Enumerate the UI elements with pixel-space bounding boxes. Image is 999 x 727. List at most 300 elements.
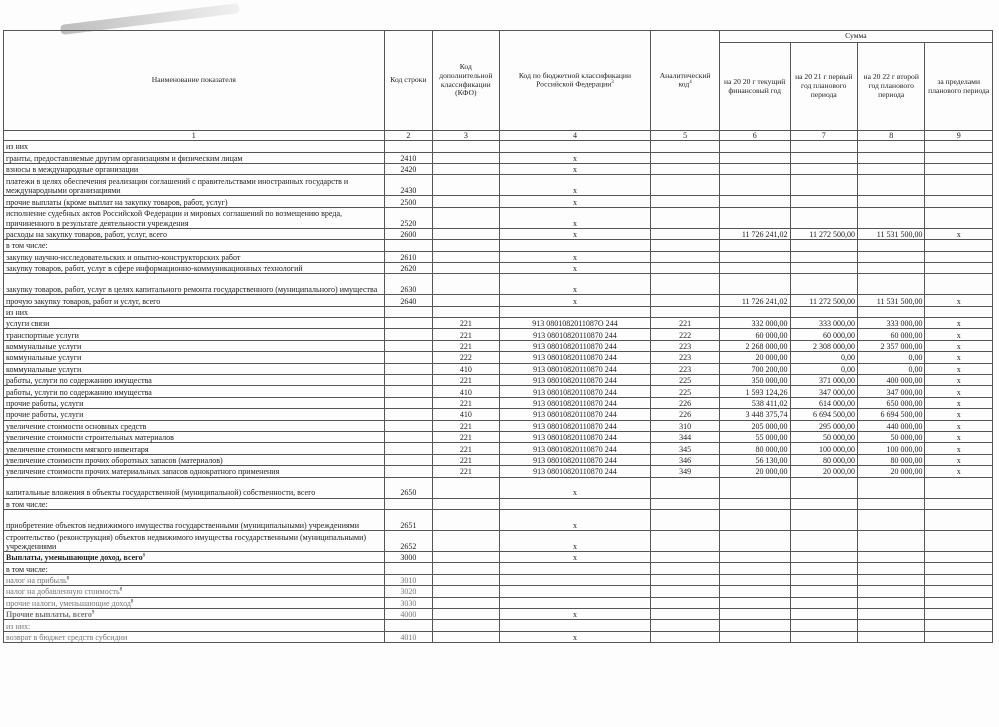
cell-an	[651, 207, 720, 228]
cell-code: 2600	[384, 228, 433, 239]
cell-y3	[857, 608, 924, 619]
cell-kfo	[433, 530, 499, 551]
cell-an	[651, 163, 720, 174]
cell-y4: x	[925, 352, 993, 363]
cell-y4: x	[925, 454, 993, 465]
cell-y3	[857, 597, 924, 608]
cell-bk: 913 08010820110870 244	[499, 454, 651, 465]
cell-y2	[790, 498, 857, 509]
cell-an: 225	[651, 375, 720, 386]
row-name: возврат в бюджет средств субсидии	[4, 631, 385, 642]
cell-an: 226	[651, 397, 720, 408]
cell-bk: x	[499, 295, 651, 306]
cell-y4: x	[925, 329, 993, 340]
cell-y2: 80 000,00	[790, 454, 857, 465]
cell-y4: x	[925, 420, 993, 431]
cell-y1: 350 000,00	[719, 375, 790, 386]
cell-y4	[925, 175, 993, 196]
table-row	[4, 240, 993, 251]
row-name: из них	[4, 141, 385, 152]
row-name: увеличение стоимости мягкого инвентаря	[4, 443, 385, 454]
row-name: строительство (реконструкция) объектов недвижимого имущества государственными (муниципальными) учреждениями	[4, 530, 385, 551]
cell-kfo: 410	[433, 363, 499, 374]
table-row	[4, 432, 993, 443]
cell-y1	[719, 597, 790, 608]
cell-y2	[790, 620, 857, 631]
cell-an: 226	[651, 409, 720, 420]
cell-y3	[857, 498, 924, 509]
cell-y4	[925, 141, 993, 152]
cell-code	[384, 443, 433, 454]
column-number: 2	[384, 131, 433, 141]
cell-y1: 332 000,00	[719, 318, 790, 329]
cell-y1	[719, 574, 790, 585]
cell-y3	[857, 152, 924, 163]
cell-bk	[499, 240, 651, 251]
table-row	[4, 262, 993, 273]
cell-kfo: 410	[433, 409, 499, 420]
cell-y4	[925, 563, 993, 574]
table-row	[4, 141, 993, 152]
cell-y1	[719, 262, 790, 273]
cell-y4: x	[925, 228, 993, 239]
cell-y2	[790, 477, 857, 498]
cell-code	[384, 329, 433, 340]
cell-y1	[719, 207, 790, 228]
row-name: закупку научно-исследовательских и опытно-конструкторских работ	[4, 251, 385, 262]
cell-y4: x	[925, 295, 993, 306]
cell-y3: 11 531 500,00	[857, 228, 924, 239]
cell-y4: x	[925, 363, 993, 374]
cell-y3: 440 000,00	[857, 420, 924, 431]
cell-y2	[790, 141, 857, 152]
cell-y1: 56 130,00	[719, 454, 790, 465]
cell-kfo	[433, 574, 499, 585]
cell-y3	[857, 631, 924, 642]
cell-kfo: 221	[433, 397, 499, 408]
table-row	[4, 409, 993, 420]
cell-y2	[790, 207, 857, 228]
cell-y1: 11 726 241,02	[719, 295, 790, 306]
cell-an: 345	[651, 443, 720, 454]
cell-an	[651, 274, 720, 295]
table-row	[4, 318, 993, 329]
cell-y1: 20 000,00	[719, 352, 790, 363]
cell-y3	[857, 175, 924, 196]
cell-code	[384, 620, 433, 631]
cell-y3	[857, 620, 924, 631]
cell-y4	[925, 498, 993, 509]
table-row	[4, 563, 993, 574]
row-name: в том числе:	[4, 563, 385, 574]
cell-y1: 55 000,00	[719, 432, 790, 443]
cell-y2	[790, 251, 857, 262]
cell-code	[384, 363, 433, 374]
cell-bk	[499, 563, 651, 574]
cell-y2	[790, 509, 857, 530]
cell-kfo: 221	[433, 443, 499, 454]
cell-an: 223	[651, 352, 720, 363]
cell-y2: 60 000,00	[790, 329, 857, 340]
cell-y2	[790, 586, 857, 597]
cell-y3: 60 000,00	[857, 329, 924, 340]
cell-y2: 11 272 500,00	[790, 228, 857, 239]
cell-y1: 1 593 124,26	[719, 386, 790, 397]
cell-y3	[857, 196, 924, 207]
cell-an	[651, 240, 720, 251]
cell-y2	[790, 196, 857, 207]
cell-an: 344	[651, 432, 720, 443]
cell-kfo	[433, 306, 499, 317]
table-row	[4, 477, 993, 498]
table-row	[4, 586, 993, 597]
table-row	[4, 443, 993, 454]
row-name: взносы в международные организации	[4, 163, 385, 174]
cell-y2	[790, 551, 857, 562]
cell-code: 2652	[384, 530, 433, 551]
cell-y4: x	[925, 397, 993, 408]
cell-code: 2420	[384, 163, 433, 174]
cell-kfo	[433, 141, 499, 152]
cell-an	[651, 152, 720, 163]
cell-an	[651, 551, 720, 562]
row-name: закупку товаров, работ, услуг в сфере информационно-коммуникационных технологий	[4, 262, 385, 273]
cell-y4: x	[925, 466, 993, 477]
table-row	[4, 251, 993, 262]
cell-y2	[790, 163, 857, 174]
cell-y1: 3 448 375,74	[719, 409, 790, 420]
cell-bk: 913 08010820110870 244	[499, 340, 651, 351]
cell-an	[651, 175, 720, 196]
cell-an: 346	[651, 454, 720, 465]
cell-an	[651, 597, 720, 608]
cell-an	[651, 251, 720, 262]
table-row	[4, 597, 993, 608]
cell-y3: 0,00	[857, 352, 924, 363]
cell-an	[651, 530, 720, 551]
cell-bk: x	[499, 175, 651, 196]
cell-y2	[790, 530, 857, 551]
cell-y1: 700 200,00	[719, 363, 790, 374]
cell-kfo: 221	[433, 466, 499, 477]
row-name: налог на добавленную стоимость$^8$	[4, 586, 385, 597]
row-name: увеличение стоимости строительных материалов	[4, 432, 385, 443]
row-name: в том числе:	[4, 240, 385, 251]
cell-kfo	[433, 163, 499, 174]
row-name: платежи в целях обеспечения реализации соглашений с правительствами иностранных государств и международными организациями	[4, 175, 385, 196]
row-name: коммунальные услуги	[4, 363, 385, 374]
table-row	[4, 498, 993, 509]
cell-y4	[925, 551, 993, 562]
cell-bk: 913 08010820110870 244	[499, 329, 651, 340]
cell-y4	[925, 509, 993, 530]
cell-code: 2630	[384, 274, 433, 295]
table-row	[4, 551, 993, 562]
row-name: гранты, предоставляемые другим организациям и физическим лицам	[4, 152, 385, 163]
cell-kfo: 410	[433, 386, 499, 397]
cell-y3: 6 694 500,00	[857, 409, 924, 420]
cell-y1	[719, 477, 790, 498]
cell-y1	[719, 608, 790, 619]
row-name: расходы на закупку товаров, работ, услуг, всего	[4, 228, 385, 239]
cell-code: 2520	[384, 207, 433, 228]
cell-y1: 11 726 241,02	[719, 228, 790, 239]
cell-y2: 20 000,00	[790, 466, 857, 477]
cell-y1: 60 000,00	[719, 329, 790, 340]
cell-bk: 913 08010820110870 244	[499, 420, 651, 431]
table-row	[4, 454, 993, 465]
row-name: налог на прибыль$^8$	[4, 574, 385, 585]
header-analytic: Аналитический код$^4$	[651, 31, 720, 131]
cell-kfo	[433, 631, 499, 642]
column-number: 4	[499, 131, 651, 141]
cell-y2: 0,00	[790, 363, 857, 374]
cell-code	[384, 141, 433, 152]
row-name: закупку товаров, работ, услуг в целях капитального ремонта государственного (муниципального) имущества	[4, 274, 385, 295]
cell-y2: 100 000,00	[790, 443, 857, 454]
cell-kfo: 221	[433, 318, 499, 329]
cell-y4	[925, 586, 993, 597]
table-row	[4, 574, 993, 585]
cell-y1	[719, 498, 790, 509]
column-number: 7	[790, 131, 857, 141]
row-name: увеличение стоимости прочих материальных запасов однократного применения	[4, 466, 385, 477]
header-name: Наименование показателя	[4, 31, 385, 131]
cell-code: 3000	[384, 551, 433, 562]
cell-y4	[925, 262, 993, 273]
cell-y1	[719, 274, 790, 295]
cell-y1: 80 000,00	[719, 443, 790, 454]
cell-y3	[857, 163, 924, 174]
cell-y1	[719, 152, 790, 163]
cell-y1: 538 411,02	[719, 397, 790, 408]
cell-an	[651, 631, 720, 642]
cell-y2: 371 000,00	[790, 375, 857, 386]
cell-y2: 333 000,00	[790, 318, 857, 329]
cell-code	[384, 409, 433, 420]
cell-bk: x	[499, 608, 651, 619]
table-row	[4, 620, 993, 631]
cell-y3	[857, 530, 924, 551]
cell-an	[651, 620, 720, 631]
table-row	[4, 363, 993, 374]
cell-code: 2410	[384, 152, 433, 163]
cell-y4	[925, 631, 993, 642]
cell-y1	[719, 563, 790, 574]
cell-kfo	[433, 620, 499, 631]
cell-y3	[857, 563, 924, 574]
table-row	[4, 530, 993, 551]
cell-y1	[719, 631, 790, 642]
cell-code: 4000	[384, 608, 433, 619]
cell-code	[384, 318, 433, 329]
cell-code	[384, 386, 433, 397]
cell-y3: 2 357 000,00	[857, 340, 924, 351]
cell-y2	[790, 631, 857, 642]
cell-bk: 913 08010820110870 244	[499, 363, 651, 374]
cell-bk: 913 08010820110870 244	[499, 386, 651, 397]
cell-y2	[790, 262, 857, 273]
cell-an	[651, 509, 720, 530]
cell-kfo	[433, 477, 499, 498]
header-beyond-plan: за пределами планового периода	[925, 43, 993, 131]
cell-y3: 333 000,00	[857, 318, 924, 329]
cell-y2: 614 000,00	[790, 397, 857, 408]
cell-an	[651, 477, 720, 498]
row-name: исполнение судебных актов Российской Федерации и мировых соглашений по возмещению вреда, причиненного в результате деятельности учреждения	[4, 207, 385, 228]
cell-y3	[857, 274, 924, 295]
table-row	[4, 175, 993, 196]
row-name: Выплаты, уменьшающие доход, всего$^8$	[4, 551, 385, 562]
cell-an	[651, 262, 720, 273]
cell-y3: 50 000,00	[857, 432, 924, 443]
table-row	[4, 207, 993, 228]
cell-y1	[719, 551, 790, 562]
cell-bk: 913 08010820110870 244	[499, 443, 651, 454]
table-row	[4, 152, 993, 163]
header-kfo: Код дополнительной классификации (КФО)	[433, 31, 499, 131]
cell-code	[384, 432, 433, 443]
cell-y3	[857, 551, 924, 562]
cell-bk: x	[499, 262, 651, 273]
cell-kfo	[433, 240, 499, 251]
cell-bk: x	[499, 228, 651, 239]
table-row	[4, 397, 993, 408]
cell-y1	[719, 163, 790, 174]
row-name: коммунальные услуги	[4, 340, 385, 351]
table-row	[4, 340, 993, 351]
cell-y2	[790, 274, 857, 295]
header-code: Код строки	[384, 31, 433, 131]
cell-y1	[719, 240, 790, 251]
row-name: из них	[4, 306, 385, 317]
cell-y3	[857, 240, 924, 251]
column-number: 8	[857, 131, 924, 141]
row-name: увеличение стоимости прочих оборотных запасов (материалов)	[4, 454, 385, 465]
cell-code	[384, 563, 433, 574]
cell-bk: x	[499, 152, 651, 163]
row-name: услуги связи	[4, 318, 385, 329]
cell-an	[651, 141, 720, 152]
cell-y1: 205 000,00	[719, 420, 790, 431]
cell-kfo	[433, 597, 499, 608]
table-row	[4, 163, 993, 174]
cell-y4	[925, 152, 993, 163]
cell-y4: x	[925, 443, 993, 454]
table-row	[4, 466, 993, 477]
header-sum-group: Сумма	[719, 31, 992, 43]
cell-bk	[499, 306, 651, 317]
cell-y1	[719, 509, 790, 530]
cell-bk	[499, 586, 651, 597]
column-number: 9	[925, 131, 993, 141]
cell-y3	[857, 306, 924, 317]
cell-y4	[925, 608, 993, 619]
table-row	[4, 295, 993, 306]
cell-an	[651, 295, 720, 306]
cell-an	[651, 306, 720, 317]
table-row	[4, 420, 993, 431]
cell-kfo: 221	[433, 454, 499, 465]
cell-y3: 20 000,00	[857, 466, 924, 477]
cell-bk: x	[499, 631, 651, 642]
row-name: приобретение объектов недвижимого имущества государственными (муниципальными) учреждениями	[4, 509, 385, 530]
header-year-current: на 20 20 г текущий финансовый год	[719, 43, 790, 131]
cell-y3	[857, 251, 924, 262]
cell-y3	[857, 509, 924, 530]
cell-y2	[790, 574, 857, 585]
cell-code: 2620	[384, 262, 433, 273]
cell-code	[384, 420, 433, 431]
cell-code	[384, 306, 433, 317]
cell-y2	[790, 597, 857, 608]
cell-y4: x	[925, 432, 993, 443]
table-row	[4, 306, 993, 317]
cell-y4	[925, 196, 993, 207]
cell-y3	[857, 477, 924, 498]
cell-bk: 913 0801082011087О 244	[499, 318, 651, 329]
cell-code: 2430	[384, 175, 433, 196]
cell-y4	[925, 574, 993, 585]
row-name: в том числе:	[4, 498, 385, 509]
cell-y4	[925, 477, 993, 498]
column-number-row	[4, 131, 993, 141]
cell-code	[384, 375, 433, 386]
cell-y4: x	[925, 409, 993, 420]
cell-code: 3020	[384, 586, 433, 597]
table-row	[4, 509, 993, 530]
cell-kfo: 221	[433, 340, 499, 351]
cell-y3: 400 000,00	[857, 375, 924, 386]
row-name: транспортные услуги	[4, 329, 385, 340]
cell-code: 2650	[384, 477, 433, 498]
row-name: прочую закупку товаров, работ и услуг, всего	[4, 295, 385, 306]
cell-y2	[790, 563, 857, 574]
cell-bk: 913 08010820110870 244	[499, 409, 651, 420]
cell-an: 223	[651, 340, 720, 351]
cell-bk	[499, 141, 651, 152]
table-header	[4, 31, 993, 141]
cell-bk	[499, 498, 651, 509]
cell-kfo	[433, 608, 499, 619]
header-bk: Код по бюджетной классификации Российской Федерации$^3$	[499, 31, 651, 131]
cell-y1: 2 268 000,00	[719, 340, 790, 351]
cell-kfo	[433, 498, 499, 509]
cell-code: 2610	[384, 251, 433, 262]
cell-kfo	[433, 509, 499, 530]
cell-kfo	[433, 251, 499, 262]
cell-an	[651, 498, 720, 509]
cell-code: 2640	[384, 295, 433, 306]
cell-kfo	[433, 152, 499, 163]
cell-y4	[925, 240, 993, 251]
cell-kfo	[433, 563, 499, 574]
cell-y1: 20 000,00	[719, 466, 790, 477]
cell-an	[651, 574, 720, 585]
cell-y2: 295 000,00	[790, 420, 857, 431]
cell-y3: 100 000,00	[857, 443, 924, 454]
cell-y4: x	[925, 375, 993, 386]
cell-y3: 650 000,00	[857, 397, 924, 408]
cell-code	[384, 397, 433, 408]
row-name: работы, услуги по содержанию имущества	[4, 386, 385, 397]
cell-y4	[925, 597, 993, 608]
row-name: прочие выплаты (кроме выплат на закупку товаров, работ, услуг)	[4, 196, 385, 207]
cell-y3: 0,00	[857, 363, 924, 374]
table-row	[4, 386, 993, 397]
table-body	[4, 141, 993, 643]
row-name: капитальные вложения в объекты государственной (муниципальной) собственности, всего	[4, 477, 385, 498]
